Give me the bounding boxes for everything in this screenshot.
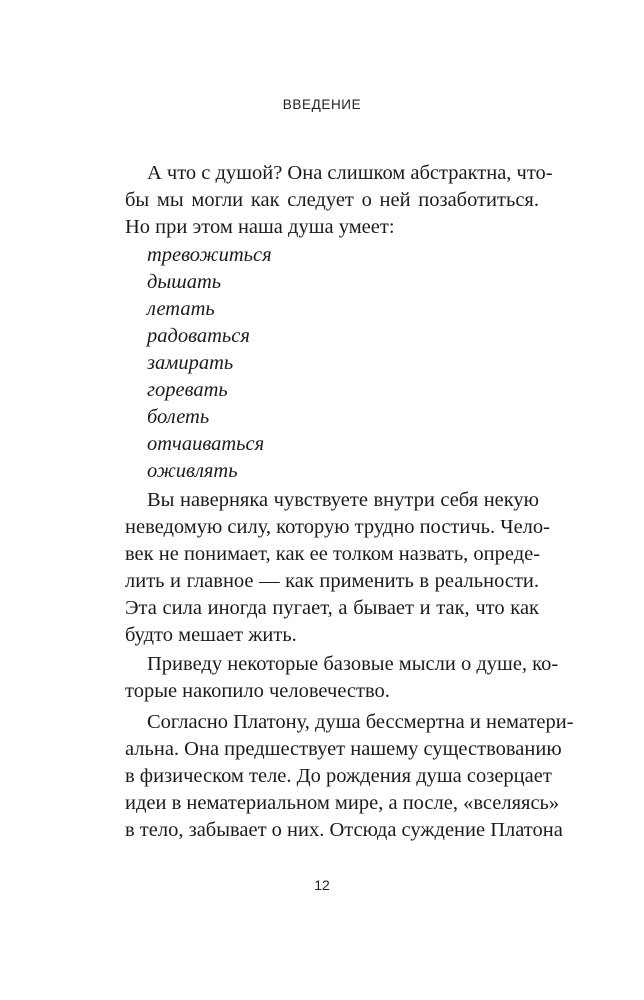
list-item: отчаиваться bbox=[147, 433, 265, 455]
list-item: замирать bbox=[147, 352, 234, 374]
list-item: горевать bbox=[147, 379, 228, 401]
paragraph-intro-line: бы мы могли как следует о ней позаботиться. bbox=[125, 189, 539, 211]
paragraph-force-line: Эта сила иногда пугает, а бывает и так, что как bbox=[125, 597, 539, 619]
list-item: тревожиться bbox=[147, 244, 272, 266]
list-item: дышать bbox=[147, 271, 222, 293]
paragraph-thoughts-line: Приведу некоторые базовые мысли о душе, ко- bbox=[147, 653, 559, 675]
paragraph-plato-line: Согласно Платону, душа бессмертна и нематери- bbox=[147, 711, 574, 733]
list-item: оживлять bbox=[147, 460, 238, 482]
paragraph-plato-line: в физическом теле. До рождения душа созерцает bbox=[125, 765, 552, 787]
paragraph-intro-line: Но при этом наша душа умеет: bbox=[125, 216, 395, 238]
paragraph-intro-line: А что с душой? Она слишком абстрактна, что- bbox=[147, 162, 553, 184]
list-item: радоваться bbox=[147, 325, 250, 347]
paragraph-force-line: будто мешает жить. bbox=[125, 624, 297, 646]
list-item: болеть bbox=[147, 406, 210, 428]
paragraph-force-line: Вы наверняка чувствуете внутри себя некую bbox=[147, 489, 539, 511]
page-number: 12 bbox=[314, 877, 330, 893]
paragraph-plato-line: в тело, забывает о них. Отсюда суждение Платона bbox=[125, 819, 563, 841]
list-item: летать bbox=[147, 298, 215, 320]
paragraph-plato-line: альна. Она предшествует нашему существованию bbox=[125, 738, 562, 760]
paragraph-thoughts-line: торые накопило человечество. bbox=[125, 680, 390, 702]
paragraph-force-line: лить и главное — как применить в реальности. bbox=[125, 570, 539, 592]
running-head: ВВЕДЕНИЕ bbox=[282, 97, 362, 112]
paragraph-force-line: неведомую силу, которую трудно постичь. Чело- bbox=[125, 516, 550, 538]
paragraph-force-line: век не понимает, как ее толком назвать, опреде- bbox=[125, 543, 541, 565]
paragraph-plato-line: идеи в нематериальном мире, а после, «вселяясь» bbox=[125, 792, 560, 814]
